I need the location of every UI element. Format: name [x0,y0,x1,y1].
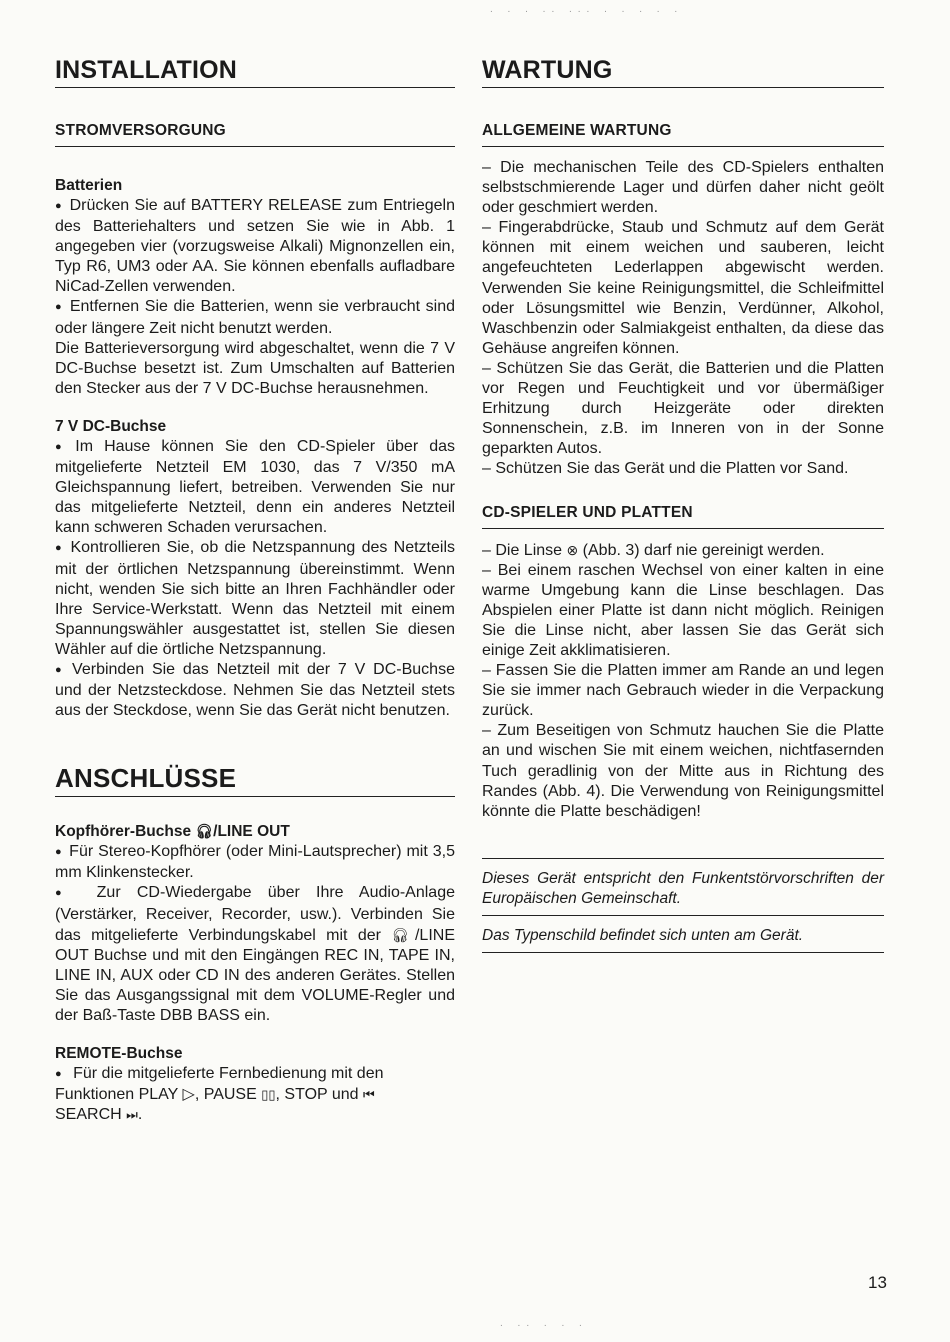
paragraph: Die Batterieversorgung wird abgeschaltet, wenn die 7 V DC-Buchse besetzt ist. Zum Umschalten auf Batterien den Stecker aus der 7 V DC-Buchse herausnehmen. [55,339,455,397]
divider [482,952,884,953]
headphone-icon: 🎧︎ [195,823,214,840]
skip-back-icon: ⏮︎ [362,1087,375,1103]
paragraph: – Schützen Sie das Gerät, die Batterien und die Platten vor Regen und Feuchtigkeit und vor übermäßiger Erhitzung durch Heizgeräte oder direkten Sonnenschein, z.B. im Inneren von in der Sonne geparkten Autos. [482,359,884,458]
heading-kopfhoerer-buchse: Kopfhörer-Buchse 🎧︎/LINE OUT [55,823,290,841]
paragraph: – Fassen Sie die Platten immer am Rande an und legen Sie sie immer nach Gebrauch wieder in die Verpackung zurück. [482,662,884,720]
paragraph: ● Kontrollieren Sie, ob die Netzspannung des Netzteils mit der örtlichen Netzspannung übereinstimmt. Wenn nicht, wenden Sie sich bitte an Ihren Fachhändler oder Ihre Service-Werkstatt. Wenn das Netzteil mit einem Spannungswähler ausgestattet ist, stellen Sie diesen Wähler auf die örtliche Netzspannung. [55,538,455,660]
scan-specks: . . . .. ... . . . . . [490,4,684,15]
paragraph: – Die Linse ⊗ (Abb. 3) darf nie gereinigt werden. [482,541,825,559]
subheading-stromversorgung: STROMVERSORGUNG [55,122,455,147]
heading-dc-buchse: 7 V DC-Buchse [55,417,167,435]
page-number: 13 [868,1273,887,1292]
section-title-anschluesse: ANSCHLÜSSE [55,763,455,797]
paragraph: – Die mechanischen Teile des CD-Spielers enthalten selbstschmierende Lager und dürfen daher nicht geölt oder geschmiert werden. [482,159,884,217]
paragraph: – Bei einem raschen Wechsel von einer kalten in eine warme Umgebung kann die Linse beschlagen. Das Abspielen einer Platte ist dann nicht möglich. Reinigen Sie die Linse nicht, aber lassen Sie das Gerät sich einige Zeit akklimatisieren. [482,561,884,659]
section-title-wartung: WARTUNG [482,56,884,88]
paragraph: ● Verbinden Sie das Netzteil mit der 7 V DC-Buchse und der Netzsteckdose. Nehmen Sie das Netzteil stets aus der Steckdose, wenn Sie das Gerät nicht benutzen. [55,660,455,721]
section-title-installation: INSTALLATION [55,56,455,88]
headphone-icon: 🎧︎ [391,926,415,943]
right-column [482,56,884,953]
left-column [55,56,455,1125]
play-icon: ▷ [182,1086,195,1104]
pause-icon: ▯▯ [261,1087,276,1103]
paragraph: – Schützen Sie das Gerät und die Platten vor Sand. [482,460,849,478]
subheading-cd-spieler-und-platten: CD-SPIELER UND PLATTEN [482,504,884,529]
heading-batterien: Batterien [55,177,123,194]
paragraph: ● Drücken Sie auf BATTERY RELEASE zum Entriegeln des Batteriehalters und setzen Sie wie in Abb. 1 angegeben vier (vorzugsweise Alkali) Mignonzellen ein, Typ R6, UM3 oder AA. Sie können ebenfalls aufladbare NiCad-Zellen verwenden. [55,196,455,297]
paragraph: ● Im Hause können Sie den CD-Spieler über das mitgelieferte Netzteil EM 1030, das 7 V/350 mA Gleichspannung liefert, betreiben. Verwenden Sie nur das mitgelieferte Netzteil, denn ein anderes Netzteil kann schweren Schaden verursachen. [55,437,455,538]
subheading-allgemeine-wartung: ALLGEMEINE WARTUNG [482,122,884,147]
paragraph: – Fingerabdrücke, Staub und Schmutz auf dem Gerät können mit einem weichen und sauberen, leicht angefeuchteten Lederlappen abgewischt werden. Verwenden Sie keine Reinigungsmittel, die Schleifmittel oder Lösungsmittel wie Benzin, Verdünner, Alkohol, Waschbenzin oder Salmiakgeist enthalten, da diese das Gehäuse angreifen können. [482,219,884,357]
skip-forward-icon: ⏭︎ [126,1107,138,1123]
notice-type-plate: Das Typenschild befindet sich unten am Gerät. [482,926,804,944]
lens-icon: ⊗ [566,541,579,558]
heading-remote-buchse: REMOTE-Buchse [55,1045,183,1063]
notice-conformity: Dieses Gerät entspricht den Funkentstörvorschriften der Europäischen Gemeinschaft. [482,869,884,907]
paragraph: ● Für die mitgelieferte Fernbedienung mit den Funktionen PLAY ▷, PAUSE ▯▯, STOP und ⏮︎ SEARCH ⏭︎. [55,1064,455,1125]
paragraph: ● Entfernen Sie die Batterien, wenn sie verbraucht sind oder längere Zeit nicht benutzt werden. [55,297,455,338]
paragraph: – Zum Beseitigen von Schmutz hauchen Sie die Platte an und wischen Sie mit einem weichen, nichtfasernden Tuch geradlinig von der Mitte aus in Richtung des Randes (Abb. 4). Die Verwendung von Reinigungsmittel könnte die Platte beschädigen! [482,722,884,820]
paragraph: ● Für Stereo-Kopfhörer (oder Mini-Lautsprecher) mit 3,5 mm Klinkenstecker. [55,842,455,883]
scan-specks: . .. . . . [500,1318,588,1329]
paragraph: ● Zur CD-Wiedergabe über Ihre Audio-Anlage (Verstärker, Receiver, Recorder, usw.). Verbinden Sie das mitgelieferte Verbindungskabel mit der 🎧︎/LINE OUT Buchse und mit den Eingängen REC IN, TAPE IN, LINE IN, AUX oder CD IN des anderen Gerätes. Stellen Sie das Ausgangssignal mit dem VOLUME-Regler und der Baß-Taste DBB BASS ein. [55,883,455,1026]
